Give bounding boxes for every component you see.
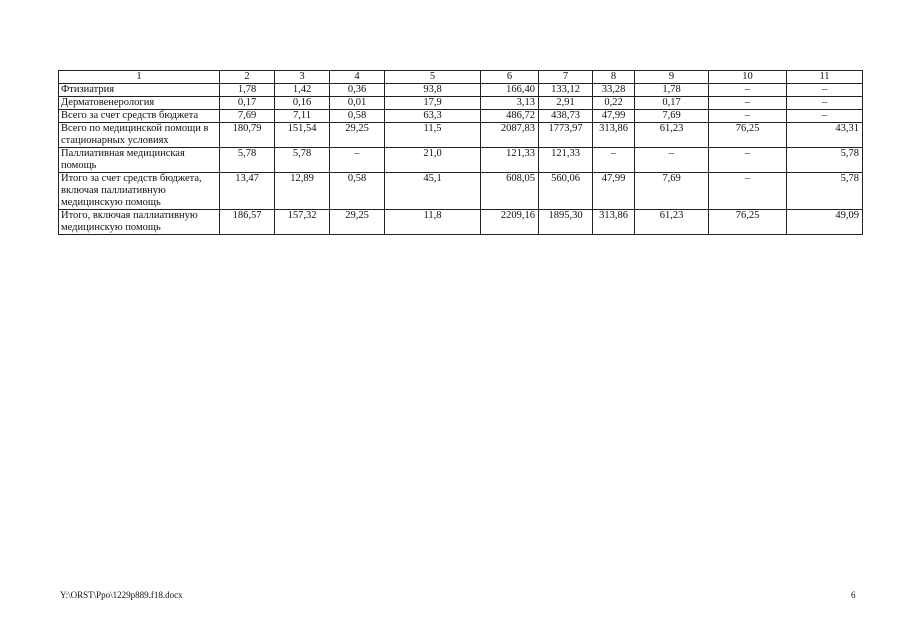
table-cell: 3,13: [481, 97, 539, 110]
header-cell: 2: [220, 71, 275, 84]
table-cell: 11,5: [385, 123, 481, 148]
table-cell: 29,25: [330, 123, 385, 148]
table-cell: 1773,97: [539, 123, 593, 148]
table-cell: 313,86: [593, 123, 635, 148]
row-label: Паллиативная медицинская помощь: [59, 148, 220, 173]
table-cell: –: [787, 97, 863, 110]
table-cell: 7,69: [635, 173, 709, 210]
row-label: Дерматовенерология: [59, 97, 220, 110]
table-cell: –: [787, 110, 863, 123]
table-cell: 47,99: [593, 173, 635, 210]
table-cell: 0,16: [275, 97, 330, 110]
table-row: [59, 110, 863, 123]
table-cell: 2087,83: [481, 123, 539, 148]
table-cell: 0,36: [330, 84, 385, 97]
table-cell: 0,01: [330, 97, 385, 110]
table-cell: –: [635, 148, 709, 173]
table-cell: 608,05: [481, 173, 539, 210]
table-cell: 166,40: [481, 84, 539, 97]
table-cell: 560,06: [539, 173, 593, 210]
table-cell: 5,78: [220, 148, 275, 173]
table-cell: 33,28: [593, 84, 635, 97]
header-cell: 1: [59, 71, 220, 84]
table-cell: –: [709, 173, 787, 210]
row-label: Всего по медицинской помощи в стационарных условиях: [59, 123, 220, 148]
table-cell: 0,58: [330, 173, 385, 210]
table-cell: 45,1: [385, 173, 481, 210]
table-row: [59, 97, 863, 110]
header-cell: 5: [385, 71, 481, 84]
row-label: Итого за счет средств бюджета, включая паллиативную медицинскую помощь: [59, 173, 220, 210]
table-row: [59, 84, 863, 97]
row-label: Итого, включая паллиативную медицинскую помощь: [59, 210, 220, 235]
table-cell: 121,33: [481, 148, 539, 173]
table-cell: 5,78: [787, 173, 863, 210]
header-cell: 4: [330, 71, 385, 84]
table-cell: 11,8: [385, 210, 481, 235]
table-cell: 1,42: [275, 84, 330, 97]
table-cell: 133,12: [539, 84, 593, 97]
table-cell: 0,17: [220, 97, 275, 110]
table-row: [59, 148, 863, 173]
row-label: Фтизиатрия: [59, 84, 220, 97]
table-cell: –: [709, 110, 787, 123]
table-cell: 0,22: [593, 97, 635, 110]
table-cell: 17,9: [385, 97, 481, 110]
table-cell: 12,89: [275, 173, 330, 210]
footer-file-path: Y:\ORST\Ppo\1229p889.f18.docx: [60, 590, 183, 600]
row-label: Всего за счет средств бюджета: [59, 110, 220, 123]
table-cell: 49,09: [787, 210, 863, 235]
table-cell: 0,17: [635, 97, 709, 110]
table-cell: –: [330, 148, 385, 173]
table-cell: 13,47: [220, 173, 275, 210]
header-cell: 3: [275, 71, 330, 84]
table-cell: 47,99: [593, 110, 635, 123]
table-cell: 61,23: [635, 123, 709, 148]
table-cell: 1,78: [635, 84, 709, 97]
table-cell: 0,58: [330, 110, 385, 123]
table-cell: 61,23: [635, 210, 709, 235]
table-cell: 121,33: [539, 148, 593, 173]
table-cell: 486,72: [481, 110, 539, 123]
table-cell: –: [787, 84, 863, 97]
header-cell: 11: [787, 71, 863, 84]
table-cell: 2,91: [539, 97, 593, 110]
table-cell: 1,78: [220, 84, 275, 97]
header-cell: 9: [635, 71, 709, 84]
table-row: [59, 173, 863, 210]
header-cell: 6: [481, 71, 539, 84]
table-cell: 180,79: [220, 123, 275, 148]
table-cell: 151,54: [275, 123, 330, 148]
table-cell: –: [709, 148, 787, 173]
table-cell: 76,25: [709, 210, 787, 235]
table-cell: 7,11: [275, 110, 330, 123]
table-cell: 2209,16: [481, 210, 539, 235]
footer-page-number: 6: [851, 590, 856, 600]
table-cell: 186,57: [220, 210, 275, 235]
table-cell: 21,0: [385, 148, 481, 173]
table-cell: 63,3: [385, 110, 481, 123]
table-header-row: [59, 71, 863, 84]
table-cell: 438,73: [539, 110, 593, 123]
table-cell: 1895,30: [539, 210, 593, 235]
table-cell: 7,69: [635, 110, 709, 123]
table-cell: 93,8: [385, 84, 481, 97]
table-cell: 76,25: [709, 123, 787, 148]
table-cell: 5,78: [275, 148, 330, 173]
table-cell: –: [593, 148, 635, 173]
table-cell: –: [709, 84, 787, 97]
table-cell: –: [709, 97, 787, 110]
table-cell: 29,25: [330, 210, 385, 235]
header-cell: 10: [709, 71, 787, 84]
table-cell: 5,78: [787, 148, 863, 173]
table-cell: 43,31: [787, 123, 863, 148]
header-cell: 8: [593, 71, 635, 84]
table-cell: 313,86: [593, 210, 635, 235]
table-row: [59, 123, 863, 148]
table-row: [59, 210, 863, 235]
table-cell: 157,32: [275, 210, 330, 235]
table-cell: 7,69: [220, 110, 275, 123]
header-cell: 7: [539, 71, 593, 84]
data-table: [58, 70, 863, 235]
